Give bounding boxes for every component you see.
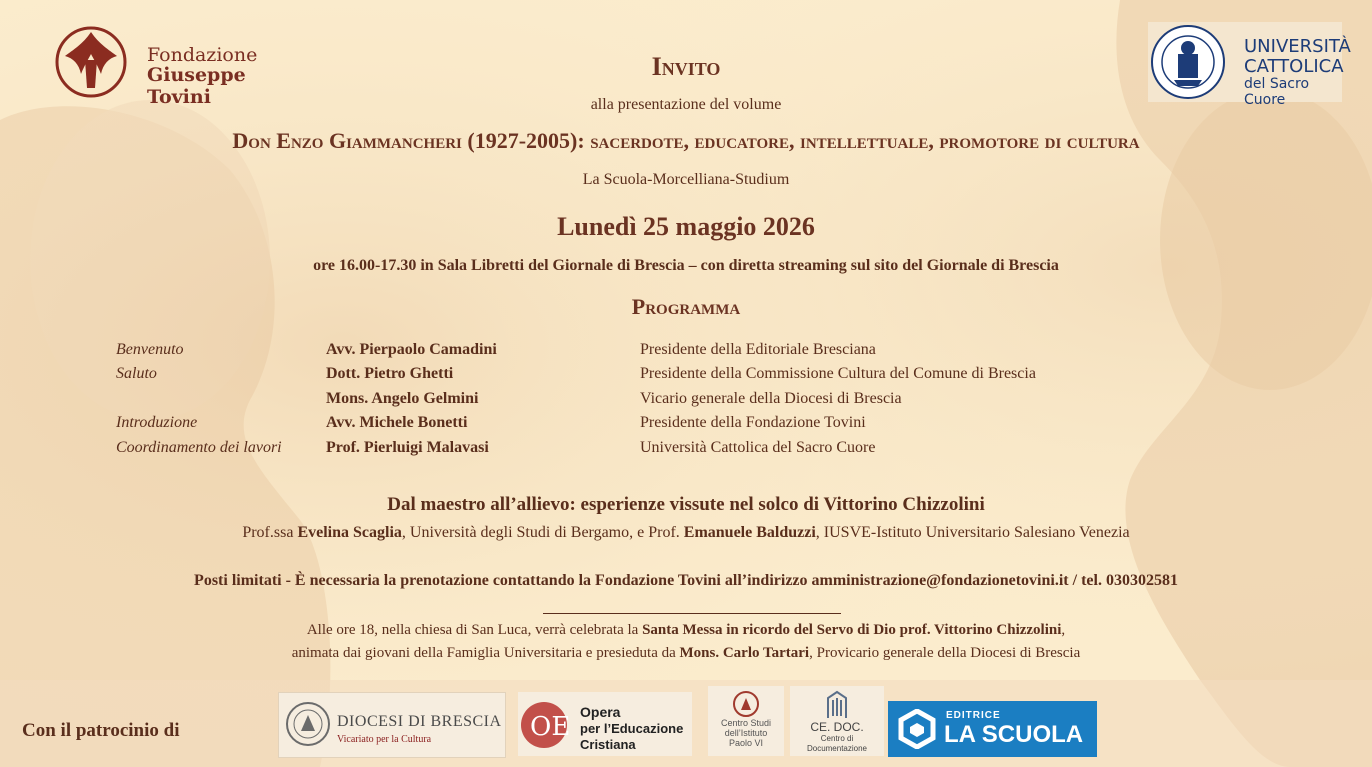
paolo-vi-line1: Centro Studi: [720, 718, 772, 728]
program-row: [0, 439, 1372, 459]
divider: [543, 613, 841, 614]
invite-subtitle: alla presentazione del volume: [590, 96, 782, 113]
program-speaker: Prof. Pierluigi Malavasi: [326, 439, 489, 456]
opera-line3: Cristiana: [580, 737, 636, 752]
diocesi-name: DIOCESI DI BRESCIA: [337, 713, 502, 730]
booking-info: Posti limitati - È necessaria la prenotazione contattando la Fondazione Tovini all’indirizzo amministrazione@fondazionetovini.it / tel. 030302581: [194, 572, 1178, 589]
talk-title: Dal maestro all’allievo: esperienze vissute nel solco di Vittorino Chizzolini: [387, 494, 985, 515]
la-scuola-line1: EDITRICE: [946, 710, 1001, 721]
mass-text: animata dai giovani della Famiglia Universitaria e presieduta da: [291, 645, 680, 661]
mass-line2: [0, 645, 1372, 662]
program-role: Coordinamento dei lavori: [116, 439, 282, 456]
diocesi-logo: [278, 692, 506, 758]
talk-speakers-text: , Università degli Studi di Bergamo, e Prof.: [401, 524, 684, 541]
opera-emblem-icon: [520, 700, 572, 750]
foundation-name-line2: Giuseppe Tovini: [147, 64, 246, 108]
university-name-line2: CATTOLICA: [1244, 56, 1344, 77]
cedoc-line2: Centro di Documentazione: [806, 734, 868, 753]
paolo-vi-logo: [708, 686, 784, 756]
mass-highlight: Mons. Carlo Tartari: [679, 645, 810, 661]
university-name-line1: UNIVERSITÀ: [1244, 36, 1351, 57]
publisher: La Scuola-Morcelliana-Studium: [582, 171, 790, 188]
program-speaker-title: Università Cattolica del Sacro Cuore: [640, 439, 876, 456]
cedoc-line1: CE. DOC.: [810, 720, 864, 734]
opera-line2: per l’Educazione: [580, 721, 684, 736]
mass-text: , Provicario generale della Diocesi di Brescia: [809, 645, 1081, 661]
patronage-label: Con il patrocinio di: [22, 720, 180, 741]
talk-speakers: [0, 524, 1372, 542]
event-date: Lunedì 25 maggio 2026: [557, 212, 815, 241]
program-row: [0, 365, 1372, 385]
la-scuola-logo: [888, 701, 1097, 757]
talk-speakers-text: Prof.ssa: [242, 524, 298, 541]
program-speaker: Dott. Pietro Ghetti: [326, 365, 454, 382]
invite-title: Invito: [651, 52, 721, 81]
la-scuola-line2: LA SCUOLA: [944, 721, 1084, 748]
program-speaker: Avv. Pierpaolo Camadini: [326, 341, 497, 358]
program-speaker-title: Presidente della Editoriale Bresciana: [640, 341, 876, 358]
svg-text:OE: OE: [530, 712, 571, 742]
event-time-place: ore 16.00-17.30 in Sala Libretti del Giornale di Brescia – con diretta streaming sul sito del Giornale di Brescia: [313, 257, 1059, 274]
program-row: [0, 341, 1372, 361]
program-heading: Programma: [631, 294, 741, 319]
book-title: Don Enzo Giammancheri (1927-2005): sacerdote, educatore, intellettuale, promotore di cultura: [232, 128, 1140, 153]
program-role: Saluto: [116, 365, 157, 382]
program-row: [0, 414, 1372, 434]
talk-speaker-name: Emanuele Balduzzi: [683, 524, 816, 541]
mass-text: Alle ore 18, nella chiesa di San Luca, verrà celebrata la: [306, 622, 643, 638]
opera-line1: Opera: [580, 704, 621, 720]
program-role: Introduzione: [116, 414, 198, 431]
mass-highlight: Santa Messa in ricordo del Servo di Dio prof. Vittorino Chizzolini: [642, 622, 1062, 638]
program-row: [0, 390, 1372, 410]
opera-logo: [518, 692, 692, 756]
foundation-name-line1: Fondazione: [147, 44, 258, 66]
cedoc-emblem-icon: [824, 690, 850, 720]
program-speaker-title: Vicario generale della Diocesi di Brescia: [640, 390, 902, 407]
cedoc-logo: [790, 686, 884, 756]
la-scuola-emblem-icon: [898, 709, 936, 749]
program-speaker: Avv. Michele Bonetti: [326, 414, 468, 431]
program-role: Benvenuto: [116, 341, 184, 358]
program-speaker-title: Presidente della Fondazione Tovini: [640, 414, 866, 431]
mass-line1: [0, 622, 1372, 639]
diocesi-seal-icon: [285, 701, 331, 747]
diocesi-subtitle: Vicariato per la Cultura: [337, 734, 432, 745]
paolo-vi-emblem-icon: [732, 690, 760, 718]
talk-speaker-name: Evelina Scaglia: [297, 524, 402, 541]
paolo-vi-line3: Paolo VI: [728, 738, 764, 748]
university-name-line3: del Sacro Cuore: [1244, 76, 1310, 108]
program-speaker-title: Presidente della Commissione Cultura del Comune di Brescia: [640, 365, 1036, 382]
mass-text: ,: [1061, 622, 1066, 638]
program-speaker: Mons. Angelo Gelmini: [326, 390, 479, 407]
talk-speakers-text: , IUSVE-Istituto Universitario Salesiano Venezia: [815, 524, 1130, 541]
paolo-vi-line2: dell’Istituto: [724, 728, 768, 738]
